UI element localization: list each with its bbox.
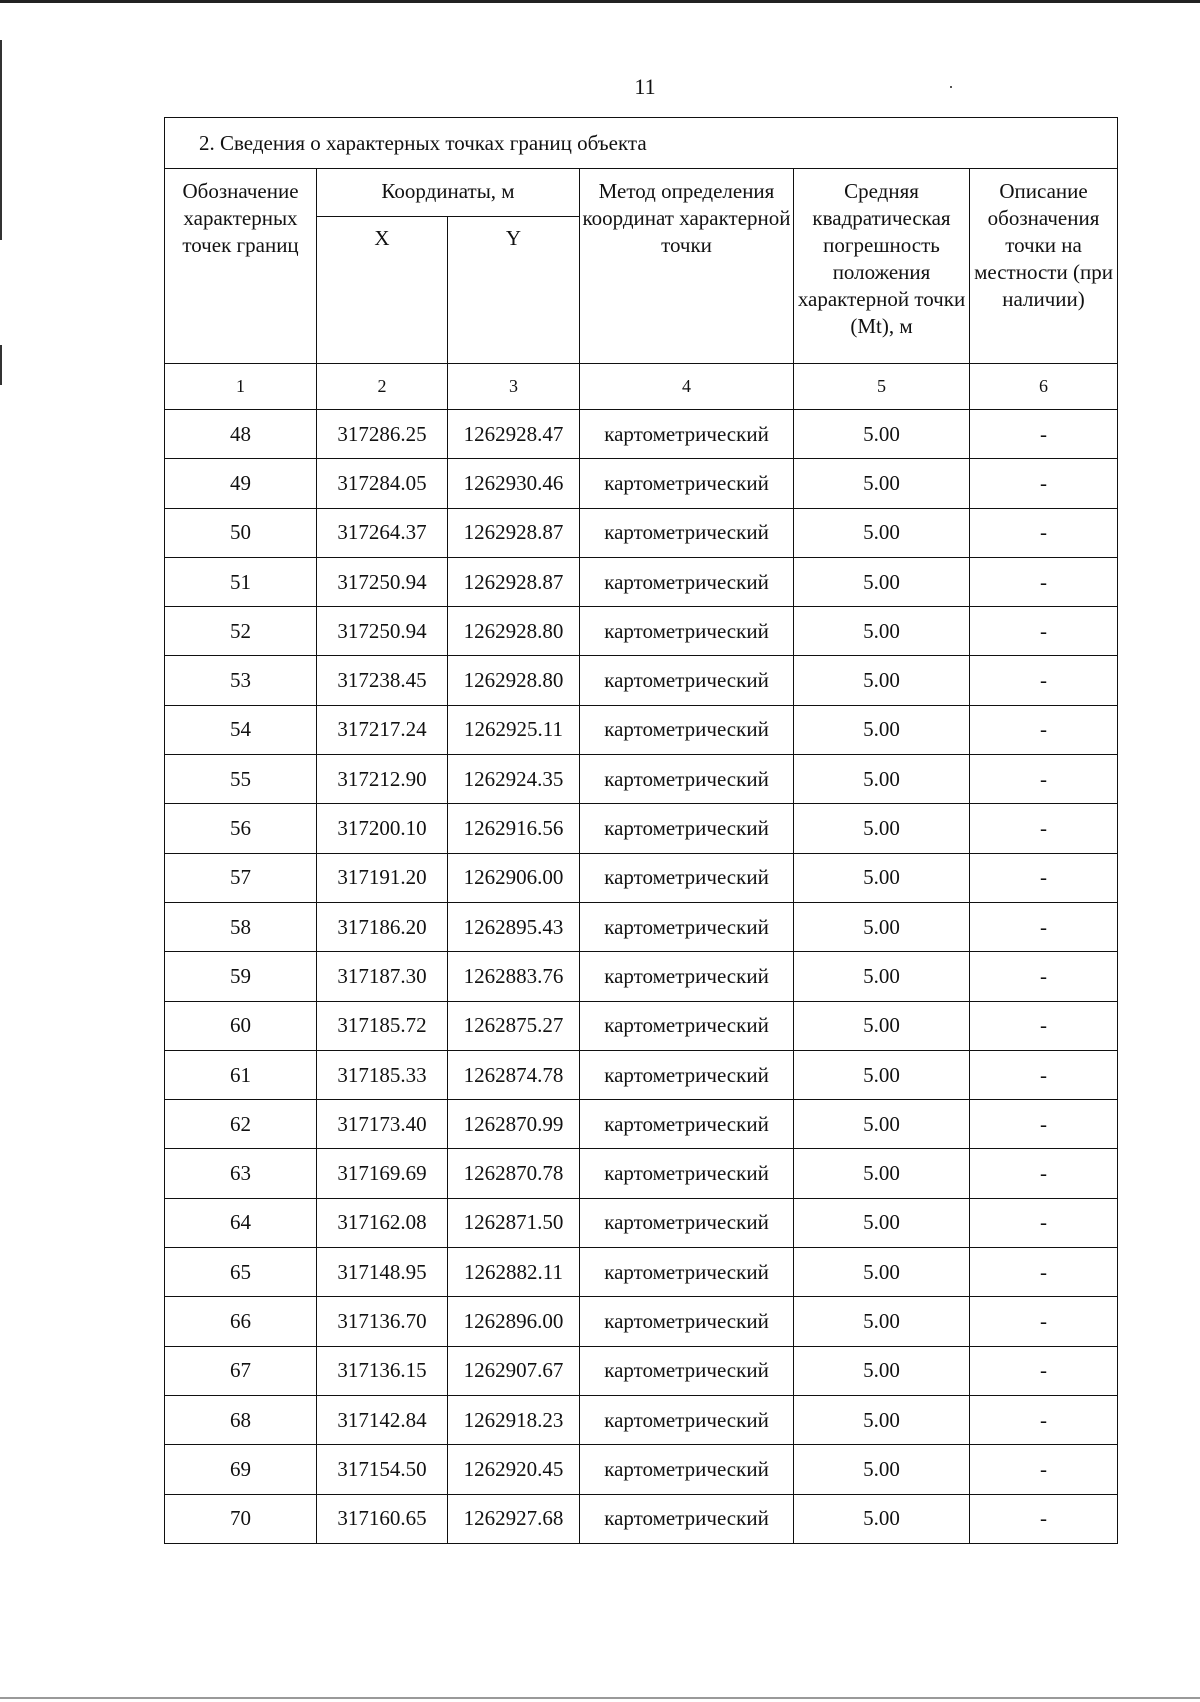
cell-coordinate-x: 317148.95 [317, 1248, 448, 1297]
cell-error: 5.00 [794, 853, 970, 902]
cell-coordinate-x: 317169.69 [317, 1149, 448, 1198]
cell-description: - [970, 1050, 1118, 1099]
cell-error: 5.00 [794, 557, 970, 606]
cell-description: - [970, 1198, 1118, 1247]
cell-point-number: 67 [165, 1346, 317, 1395]
cell-description: - [970, 853, 1118, 902]
cell-point-number: 52 [165, 607, 317, 656]
cell-method: картометрический [580, 1001, 794, 1050]
table-row [165, 1100, 1118, 1149]
cell-coordinate-x: 317264.37 [317, 508, 448, 557]
cell-description: - [970, 410, 1118, 459]
cell-point-number: 62 [165, 1100, 317, 1149]
cell-coordinate-x: 317185.33 [317, 1050, 448, 1099]
boundary-points-table [164, 117, 1118, 1544]
cell-error: 5.00 [794, 508, 970, 557]
cell-point-number: 50 [165, 508, 317, 557]
cell-method: картометрический [580, 755, 794, 804]
cell-point-number: 49 [165, 459, 317, 508]
cell-error: 5.00 [794, 902, 970, 951]
cell-coordinate-y: 1262871.50 [448, 1198, 580, 1247]
cell-description: - [970, 1494, 1118, 1543]
cell-coordinate-x: 317284.05 [317, 459, 448, 508]
cell-description: - [970, 1346, 1118, 1395]
cell-method: картометрический [580, 557, 794, 606]
cell-coordinate-y: 1262928.80 [448, 656, 580, 705]
cell-error: 5.00 [794, 952, 970, 1001]
cell-coordinate-x: 317187.30 [317, 952, 448, 1001]
cell-error: 5.00 [794, 1494, 970, 1543]
cell-method: картометрический [580, 853, 794, 902]
cell-coordinate-y: 1262907.67 [448, 1346, 580, 1395]
column-number-row [165, 364, 1118, 410]
cell-coordinate-y: 1262930.46 [448, 459, 580, 508]
cell-coordinate-x: 317185.72 [317, 1001, 448, 1050]
header-row [165, 169, 1118, 217]
table-row [165, 1346, 1118, 1395]
column-number: 5 [794, 364, 970, 410]
header-designation: Обозначение характерных точек границ [165, 169, 317, 364]
cell-description: - [970, 952, 1118, 1001]
cell-description: - [970, 557, 1118, 606]
column-number: 6 [970, 364, 1118, 410]
cell-error: 5.00 [794, 459, 970, 508]
cell-coordinate-y: 1262883.76 [448, 952, 580, 1001]
cell-coordinate-x: 317286.25 [317, 410, 448, 459]
cell-coordinate-y: 1262895.43 [448, 902, 580, 951]
bottom-border-line [0, 1697, 1200, 1699]
cell-coordinate-x: 317212.90 [317, 755, 448, 804]
cell-coordinate-y: 1262920.45 [448, 1445, 580, 1494]
cell-point-number: 58 [165, 902, 317, 951]
cell-coordinate-x: 317136.70 [317, 1297, 448, 1346]
cell-coordinate-y: 1262896.00 [448, 1297, 580, 1346]
column-number: 1 [165, 364, 317, 410]
cell-coordinate-y: 1262875.27 [448, 1001, 580, 1050]
left-margin-mark [0, 40, 2, 240]
cell-point-number: 61 [165, 1050, 317, 1099]
cell-error: 5.00 [794, 1248, 970, 1297]
cell-error: 5.00 [794, 1297, 970, 1346]
cell-point-number: 66 [165, 1297, 317, 1346]
cell-description: - [970, 755, 1118, 804]
cell-coordinate-x: 317136.15 [317, 1346, 448, 1395]
cell-coordinate-y: 1262870.99 [448, 1100, 580, 1149]
cell-coordinate-x: 317186.20 [317, 902, 448, 951]
cell-coordinate-x: 317191.20 [317, 853, 448, 902]
top-border-line [0, 0, 1200, 3]
cell-error: 5.00 [794, 804, 970, 853]
cell-point-number: 53 [165, 656, 317, 705]
cell-point-number: 48 [165, 410, 317, 459]
cell-error: 5.00 [794, 1100, 970, 1149]
cell-description: - [970, 1248, 1118, 1297]
cell-description: - [970, 1445, 1118, 1494]
table-row [165, 1050, 1118, 1099]
cell-description: - [970, 1395, 1118, 1444]
cell-coordinate-y: 1262928.80 [448, 607, 580, 656]
cell-coordinate-x: 317238.45 [317, 656, 448, 705]
cell-method: картометрический [580, 656, 794, 705]
table-row [165, 1297, 1118, 1346]
cell-error: 5.00 [794, 1346, 970, 1395]
cell-coordinate-y: 1262916.56 [448, 804, 580, 853]
table-row [165, 656, 1118, 705]
cell-error: 5.00 [794, 607, 970, 656]
header-y: Y [448, 217, 580, 364]
cell-method: картометрический [580, 1248, 794, 1297]
cell-point-number: 64 [165, 1198, 317, 1247]
header-error: Средняя квадратическая погрешность положения характерной точки (Mt), м [794, 169, 970, 364]
cell-error: 5.00 [794, 705, 970, 754]
cell-point-number: 63 [165, 1149, 317, 1198]
cell-point-number: 60 [165, 1001, 317, 1050]
cell-method: картометрический [580, 607, 794, 656]
section-title: 2. Сведения о характерных точках границ объекта [165, 118, 1118, 169]
cell-point-number: 65 [165, 1248, 317, 1297]
cell-point-number: 70 [165, 1494, 317, 1543]
cell-error: 5.00 [794, 1001, 970, 1050]
cell-description: - [970, 656, 1118, 705]
cell-error: 5.00 [794, 656, 970, 705]
table-row [165, 607, 1118, 656]
cell-point-number: 54 [165, 705, 317, 754]
cell-error: 5.00 [794, 1198, 970, 1247]
cell-coordinate-y: 1262927.68 [448, 1494, 580, 1543]
cell-coordinate-x: 317154.50 [317, 1445, 448, 1494]
cell-method: картометрический [580, 902, 794, 951]
cell-coordinate-x: 317250.94 [317, 607, 448, 656]
cell-error: 5.00 [794, 1445, 970, 1494]
cell-method: картометрический [580, 1445, 794, 1494]
cell-description: - [970, 902, 1118, 951]
cell-coordinate-y: 1262870.78 [448, 1149, 580, 1198]
cell-coordinate-y: 1262874.78 [448, 1050, 580, 1099]
cell-point-number: 59 [165, 952, 317, 1001]
cell-coordinate-y: 1262924.35 [448, 755, 580, 804]
scan-dot [950, 86, 952, 88]
table-row [165, 804, 1118, 853]
column-number: 4 [580, 364, 794, 410]
header-method: Метод определения координат характерной точки [580, 169, 794, 364]
table-row [165, 755, 1118, 804]
cell-point-number: 55 [165, 755, 317, 804]
cell-coordinate-y: 1262906.00 [448, 853, 580, 902]
cell-description: - [970, 508, 1118, 557]
table-row [165, 1445, 1118, 1494]
cell-method: картометрический [580, 410, 794, 459]
cell-method: картометрический [580, 1149, 794, 1198]
cell-coordinate-y: 1262928.47 [448, 410, 580, 459]
table-row [165, 459, 1118, 508]
table-row [165, 1001, 1118, 1050]
cell-error: 5.00 [794, 410, 970, 459]
cell-point-number: 56 [165, 804, 317, 853]
cell-description: - [970, 607, 1118, 656]
cell-point-number: 69 [165, 1445, 317, 1494]
page-number: 11 [634, 74, 656, 99]
cell-error: 5.00 [794, 1395, 970, 1444]
cell-method: картометрический [580, 952, 794, 1001]
table-row [165, 1248, 1118, 1297]
cell-method: картометрический [580, 1198, 794, 1247]
cell-method: картометрический [580, 1297, 794, 1346]
column-number: 2 [317, 364, 448, 410]
cell-description: - [970, 459, 1118, 508]
table-row [165, 410, 1118, 459]
section-title-row [165, 118, 1118, 169]
cell-error: 5.00 [794, 755, 970, 804]
left-margin-mark [0, 345, 2, 385]
cell-error: 5.00 [794, 1050, 970, 1099]
cell-method: картометрический [580, 1346, 794, 1395]
cell-coordinate-x: 317173.40 [317, 1100, 448, 1149]
cell-description: - [970, 1149, 1118, 1198]
table-row [165, 1198, 1118, 1247]
cell-coordinate-x: 317250.94 [317, 557, 448, 606]
cell-coordinate-y: 1262918.23 [448, 1395, 580, 1444]
cell-method: картометрический [580, 1494, 794, 1543]
cell-coordinate-x: 317217.24 [317, 705, 448, 754]
cell-coordinate-x: 317142.84 [317, 1395, 448, 1444]
cell-coordinate-y: 1262928.87 [448, 557, 580, 606]
column-number: 3 [448, 364, 580, 410]
header-description: Описание обозначения точки на местности (при наличии) [970, 169, 1118, 364]
cell-coordinate-x: 317162.08 [317, 1198, 448, 1247]
cell-method: картометрический [580, 1050, 794, 1099]
table-row [165, 1494, 1118, 1543]
table-row [165, 557, 1118, 606]
cell-coordinate-y: 1262928.87 [448, 508, 580, 557]
cell-coordinate-x: 317200.10 [317, 804, 448, 853]
cell-method: картометрический [580, 804, 794, 853]
cell-method: картометрический [580, 1100, 794, 1149]
header-x: X [317, 217, 448, 364]
cell-method: картометрический [580, 508, 794, 557]
table-row [165, 853, 1118, 902]
cell-coordinate-x: 317160.65 [317, 1494, 448, 1543]
cell-point-number: 68 [165, 1395, 317, 1444]
header-coordinates: Координаты, м [317, 169, 580, 217]
table-row [165, 902, 1118, 951]
cell-description: - [970, 1297, 1118, 1346]
cell-coordinate-y: 1262925.11 [448, 705, 580, 754]
cell-method: картометрический [580, 705, 794, 754]
cell-point-number: 51 [165, 557, 317, 606]
cell-description: - [970, 804, 1118, 853]
cell-description: - [970, 705, 1118, 754]
table-row [165, 705, 1118, 754]
cell-error: 5.00 [794, 1149, 970, 1198]
cell-method: картометрический [580, 1395, 794, 1444]
table-row [165, 1149, 1118, 1198]
cell-method: картометрический [580, 459, 794, 508]
table-row [165, 952, 1118, 1001]
cell-coordinate-y: 1262882.11 [448, 1248, 580, 1297]
table-row [165, 1395, 1118, 1444]
cell-description: - [970, 1001, 1118, 1050]
cell-description: - [970, 1100, 1118, 1149]
table-row [165, 508, 1118, 557]
cell-point-number: 57 [165, 853, 317, 902]
